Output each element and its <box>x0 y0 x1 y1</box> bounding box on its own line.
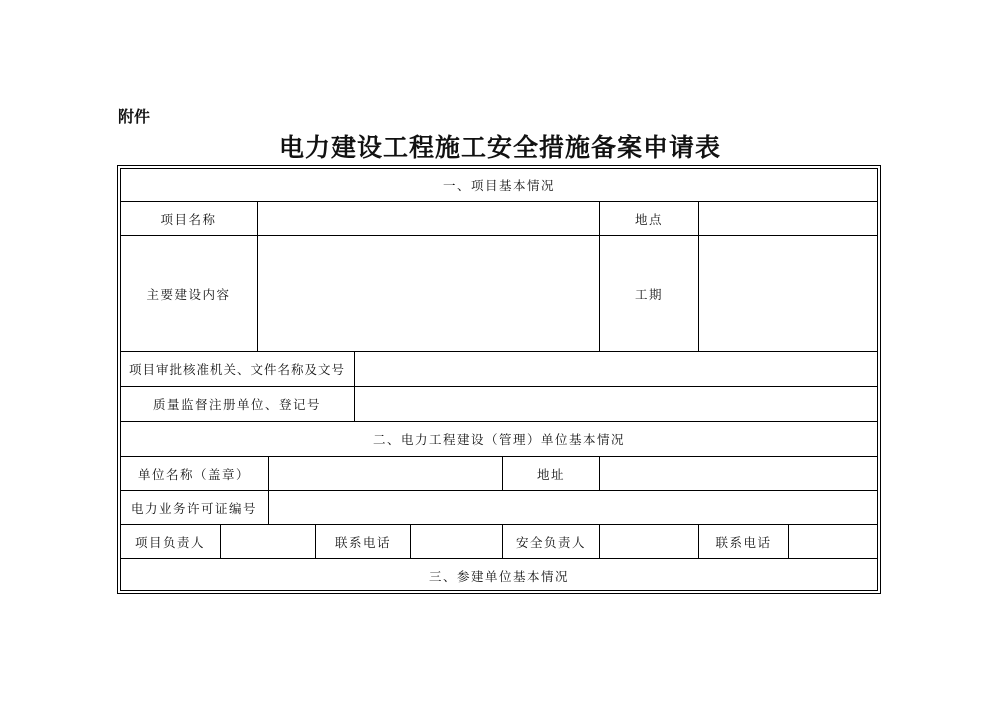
field-address[interactable] <box>600 457 878 490</box>
section-header-project-info: 一、项目基本情况 <box>442 177 555 193</box>
label-power-business-license-no: 电力业务许可证编号 <box>130 500 257 516</box>
label-address: 地址 <box>536 466 565 482</box>
label-duration: 工期 <box>634 286 663 302</box>
field-unit-name[interactable] <box>269 457 502 490</box>
field-project-leader[interactable] <box>221 525 315 558</box>
label-project-leader: 项目负责人 <box>134 534 205 550</box>
label-project-name: 项目名称 <box>160 211 217 227</box>
label-contact-phone-1: 联系电话 <box>334 534 391 550</box>
section-header-participating-units: 三、参建单位基本情况 <box>428 568 569 584</box>
field-approval-authority[interactable] <box>355 352 878 386</box>
field-location[interactable] <box>699 202 878 235</box>
label-location: 地点 <box>634 211 663 227</box>
label-approval-authority: 项目审批核准机关、文件名称及文号 <box>128 362 345 377</box>
field-safety-leader[interactable] <box>600 525 698 558</box>
label-unit-name: 单位名称（盖章） <box>137 466 250 482</box>
field-main-construction-content[interactable] <box>258 236 599 351</box>
field-contact-phone-1[interactable] <box>411 525 502 558</box>
field-project-name[interactable] <box>258 202 599 235</box>
field-duration[interactable] <box>699 236 878 351</box>
attachment-label: 附件 <box>118 107 151 126</box>
section-header-construction-unit: 二、电力工程建设（管理）单位基本情况 <box>372 432 625 447</box>
label-contact-phone-2: 联系电话 <box>715 534 772 550</box>
field-contact-phone-2[interactable] <box>789 525 878 558</box>
field-power-business-license-no[interactable] <box>269 491 878 524</box>
label-safety-leader: 安全负责人 <box>515 534 586 550</box>
label-quality-supervision-registration: 质量监督注册单位、登记号 <box>152 397 321 412</box>
form-title: 电力建设工程施工安全措施备案申请表 <box>278 133 721 162</box>
label-main-construction-content: 主要建设内容 <box>146 286 231 302</box>
field-quality-supervision-registration[interactable] <box>355 387 878 421</box>
application-form-table <box>117 165 881 594</box>
